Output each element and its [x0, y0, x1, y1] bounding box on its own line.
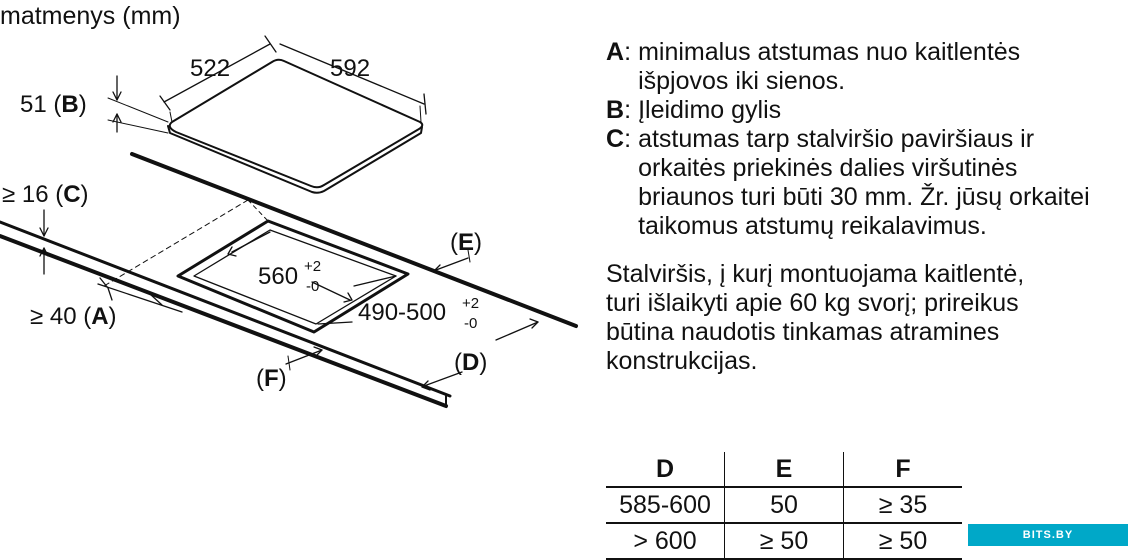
- legend-item-a: A : minimalus atstumas nuo kaitlentės išpjovos iki sienos.: [606, 38, 1021, 95]
- table-header: E: [725, 452, 844, 487]
- clearance-e-label: (E): [450, 229, 483, 256]
- table-cell: ≥ 35: [844, 487, 963, 523]
- hob-depth-label: 592: [330, 55, 371, 82]
- table-row: [606, 523, 962, 559]
- clearance-c-label: ≥ 16 (C): [2, 181, 89, 208]
- units-label: matmenys (mm): [0, 2, 181, 30]
- legend-text: atstumas tarp stalviršio paviršiaus ir orkaitės priekinės dalies viršutinės briaunos turi būti 30 mm. Žr. jūsų orkaitei taikomus atstumų reikalavimus.: [638, 125, 1090, 240]
- cutout-width-label: 560: [258, 263, 299, 290]
- depth-b-label: 51 (B): [20, 91, 87, 118]
- legend: [606, 38, 1090, 241]
- clearance-table: [606, 452, 962, 560]
- table-cell: ≥ 50: [844, 523, 963, 559]
- watermark-logo: BITS.BY: [968, 524, 1128, 546]
- cutout-depth-tol-plus: +2: [462, 295, 480, 312]
- cutout-width-tol-minus: -0: [306, 278, 320, 295]
- legend-key: C: [606, 125, 625, 153]
- table-cell: > 600: [606, 523, 725, 559]
- worktop-load-note: Stalviršis, į kurį montuojama kaitlentė, turi išlaikyti apie 60 kg svorį; prireikus būtina naudotis tinkamas atramines konstrukcijas.: [606, 260, 1025, 375]
- legend-text: Įleidimo gylis: [638, 96, 782, 124]
- table-cell: ≥ 50: [725, 523, 844, 559]
- table-header-row: [606, 452, 962, 487]
- table-cell: 585-600: [606, 487, 725, 523]
- legend-key: B: [606, 96, 625, 124]
- installation-diagram: [0, 0, 600, 440]
- table-header: F: [844, 452, 963, 487]
- legend-text: minimalus atstumas nuo kaitlentės išpjovos iki sienos.: [638, 38, 1021, 95]
- cutout-width-tol-plus: +2: [304, 258, 322, 275]
- table-header: D: [606, 452, 725, 487]
- hob-width-label: 522: [190, 55, 231, 82]
- legend-key: A: [606, 38, 625, 66]
- clearance-d-label: (D): [454, 349, 488, 376]
- table-row: [606, 487, 962, 523]
- legend-item-c: C : atstumas tarp stalviršio paviršiaus ir orkaitės priekinės dalies viršutinės briaunos turi būti 30 mm. Žr. jūsų orkaitei taikomus atstumų reikalavimus.: [606, 125, 1090, 240]
- table-cell: 50: [725, 487, 844, 523]
- clearance-a-label: ≥ 40 (A): [30, 303, 117, 330]
- clearance-f-label: (F): [256, 365, 287, 392]
- cutout-depth-label: 490-500: [358, 299, 447, 326]
- legend-item-b: B : Įleidimo gylis: [606, 96, 782, 124]
- cutout-depth-tol-minus: -0: [464, 315, 478, 332]
